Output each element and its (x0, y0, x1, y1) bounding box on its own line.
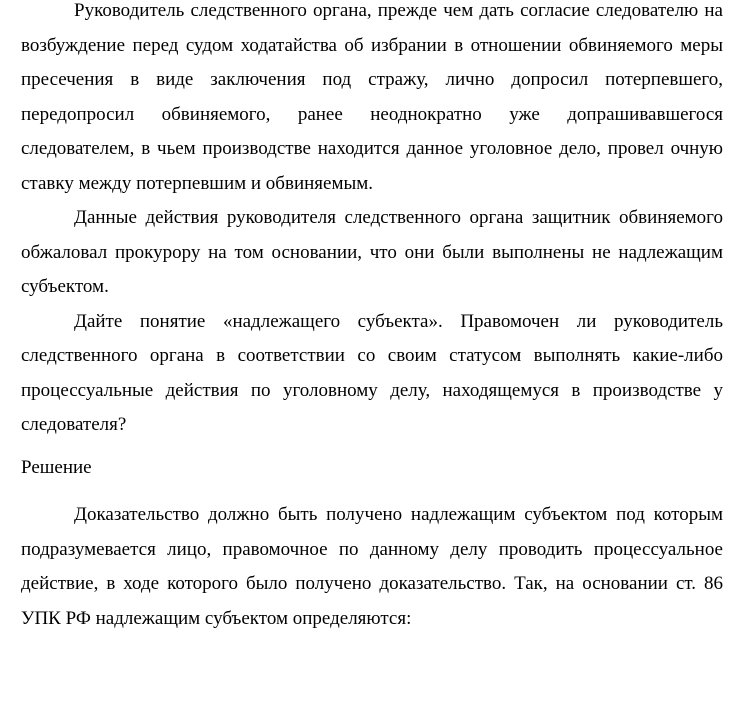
paragraph-defense-appeal: Данные действия руководителя следственного органа защитник обвиняемого обжаловал прокурору на том основании, что они были выполнены не надлежащим субъектом. (21, 207, 723, 297)
paragraph-case-description: Руководитель следственного органа, прежде чем дать согласие следователю на возбуждение перед судом ходатайства об избрании в отношении обвиняемого меры пресечения в виде заключения под стражу, лично допросил потерпевшего, передопросил обвиняемого, ранее неоднократно уже допрашивавшегося следователем, в чьем производстве находится данное уголовное дело, провел очную ставку между потерпевшим и обвиняемым. (21, 0, 723, 194)
solution-heading: Решение (21, 456, 92, 478)
paragraph-question: Дайте понятие «надлежащего субъекта». Правомочен ли руководитель следственного органа в соответствии со своим статусом выполнять какие-либо процессуальные действия по уголовному делу, находящемуся в производстве у следователя? (21, 310, 723, 435)
paragraph-solution: Доказательство должно быть получено надлежащим субъектом под которым подразумевается лицо, правомочное по данному делу проводить процессуальное действие, в ходе которого было получено доказательство. Так, на основании ст. 86 УПК РФ надлежащим субъектом определяются: (21, 504, 723, 629)
document-page (21, 0, 723, 636)
